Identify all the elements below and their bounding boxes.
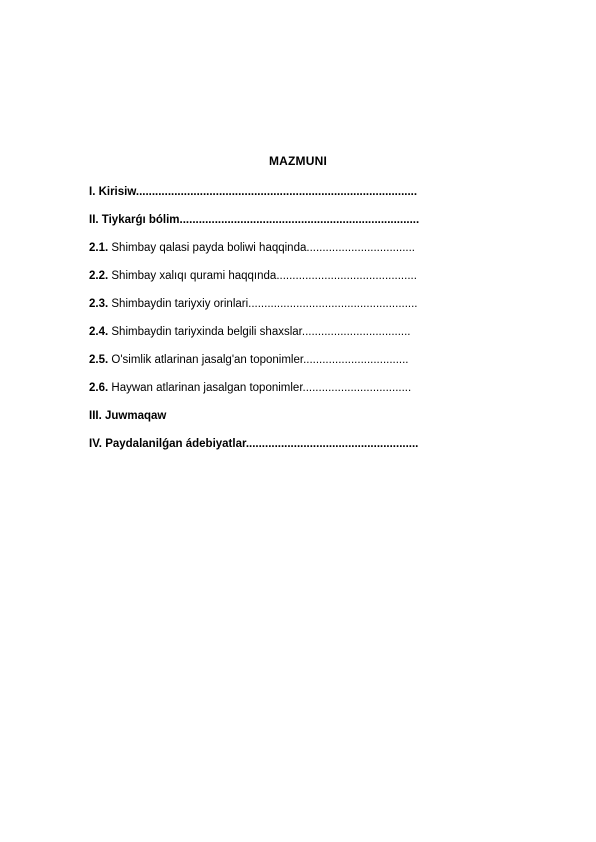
page-title: MAZMUNI [268,154,328,168]
toc-entry-leader: .................................. [302,382,412,394]
toc-entry-2-5 [89,353,489,381]
toc-entry-text: III. Juwmaqaw [89,410,167,422]
toc-entry-text: IV. Paydalanilǵan ádebiyatlar [89,438,246,450]
toc-entry-main-part [89,213,489,241]
toc-entry-text: Shimbay xalıqı qurami haqqında [108,270,277,282]
toc-entry-conclusion [89,409,489,437]
toc-entry-text: O'simlik atlarinan jasalg'an toponimler [108,354,304,366]
toc-entry-leader: .................................. [301,326,411,338]
toc-entry-leader: ........................................................................... [179,214,420,226]
toc-entry-introduction [89,185,489,213]
toc-entry-text: II. Tiykarǵı bólim [89,214,180,226]
toc-entry-2-2 [89,269,489,297]
toc-entry-number: 2.1. [89,242,109,254]
toc-entry-references [89,437,489,465]
toc-entry-number: 2.2. [89,270,109,282]
toc-entry-leader: ............................................ [276,270,417,282]
toc-entry-2-1 [89,241,489,269]
toc-entry-text: Shimbay qalasi payda boliwi haqqinda [108,242,307,254]
toc-entry-leader: .................................. [306,242,416,254]
toc-entry-leader: ................................. [303,354,409,366]
toc-entry-text: Haywan atlarinan jasalgan toponimler [108,382,303,394]
toc-entry-2-3 [89,297,489,325]
toc-entry-leader: ........................................................................................ [135,186,418,198]
toc-entry-2-6 [89,381,489,409]
toc-entry-leader: ...................................................... [245,438,419,450]
toc-entry-number: 2.5. [89,354,109,366]
table-of-contents [89,185,489,465]
toc-entry-2-4 [89,325,489,353]
toc-entry-text: Shimbaydin tariyxinda belgili shaxslar [108,326,302,338]
toc-entry-number: 2.4. [89,326,109,338]
toc-entry-number: 2.3. [89,298,109,310]
toc-entry-leader: ..................................................... [248,298,418,310]
toc-entry-text: I. Kirisiw [89,186,136,198]
toc-entry-number: 2.6. [89,382,109,394]
toc-entry-text: Shimbaydin tariyxiy orinlari [108,298,249,310]
